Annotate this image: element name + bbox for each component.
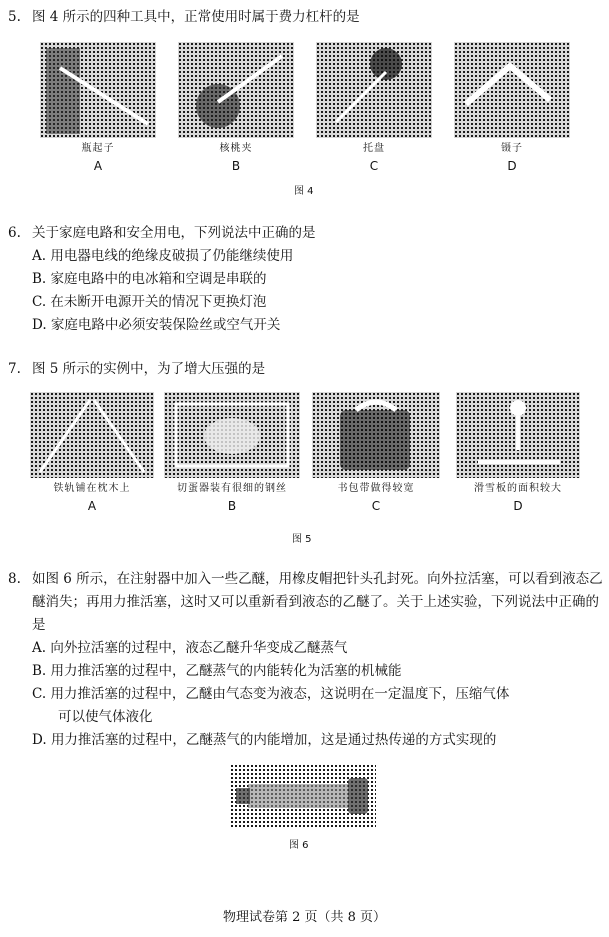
tweezers-image xyxy=(454,42,570,138)
figure-4-item-c xyxy=(316,42,432,174)
figure-caption: 切蛋器装有很细的钢丝 xyxy=(177,483,287,494)
figure-caption: 滑雪板的面积较大 xyxy=(474,483,562,494)
option-text: 向外拉活塞的过程中，液态乙醚升华变成乙醚蒸气 xyxy=(50,640,348,656)
question-8 xyxy=(8,568,603,752)
tweezers-sketch xyxy=(454,42,570,138)
nutcracker-sketch xyxy=(178,42,294,138)
syringe-sketch xyxy=(230,764,376,828)
figure-5-item-d xyxy=(456,392,580,514)
question-text: 关于家庭电路和安全用电，下列说法中正确的是 xyxy=(32,225,316,241)
ski-image xyxy=(456,392,580,478)
figure-5-item-a xyxy=(30,392,154,514)
figure-letter: B xyxy=(227,499,237,513)
figure-caption: 托盘 xyxy=(363,143,385,154)
egg-slicer-image xyxy=(164,392,300,478)
option-label: B. xyxy=(32,663,47,679)
option-b xyxy=(8,660,603,683)
option-text: 用力推活塞的过程中，乙醚蒸气的内能增加，这是通过热传递的方式实现的 xyxy=(50,732,497,748)
railway-sketch xyxy=(30,392,154,478)
option-continuation: 可以使气体液化 xyxy=(58,709,153,725)
question-text: 如图 6 所示，在注射器中加入一些乙醚，用橡皮帽把针头孔封死。向外拉活塞，可以看到液态乙醚消失；再用力推活塞，这时又可以重新看到液态的乙醚了。关于上述实验，下列说法中正确的是 xyxy=(32,571,603,633)
option-a: A. 用电器电线的绝缘皮破损了仍能继续使用 xyxy=(32,248,294,264)
figure-caption: 核桃夹 xyxy=(219,143,253,154)
tray-sketch xyxy=(316,42,432,138)
figure-letter: B xyxy=(231,159,241,173)
figure-letter: C xyxy=(371,499,381,513)
option-a xyxy=(8,637,603,660)
question-number: 8. xyxy=(8,571,21,587)
railway-image xyxy=(30,392,154,478)
option-d: D. 家庭电路中必须安装保险丝或空气开关 xyxy=(32,317,281,333)
option-label: A. xyxy=(32,640,47,656)
figure-5-label: 图 5 xyxy=(292,534,312,545)
question-6 xyxy=(8,222,603,337)
figure-6-label: 图 6 xyxy=(289,840,309,851)
figure-5-item-c xyxy=(312,392,440,514)
figure-caption: 书包带做得较宽 xyxy=(337,483,415,494)
figure-4-label: 图 4 xyxy=(294,186,314,197)
figure-caption: 镊子 xyxy=(501,143,523,154)
figure-letter: D xyxy=(507,159,517,173)
option-text: 用力推活塞的过程中，乙醚由气态变为液态，这说明在一定温度下，压缩气体 xyxy=(50,686,510,702)
option-label: D. xyxy=(32,732,47,748)
option-text: 用力推活塞的过程中，乙醚蒸气的内能转化为活塞的机械能 xyxy=(50,663,402,679)
bottle-opener-sketch xyxy=(40,42,156,138)
page-footer: 物理试卷第 2 页（共 8 页） xyxy=(222,910,387,925)
question-7 xyxy=(8,358,603,381)
egg-slicer-sketch xyxy=(164,392,300,478)
question-text: 图 5 所示的实例中，为了增大压强的是 xyxy=(32,361,266,377)
figure-4-item-d xyxy=(454,42,570,174)
ski-sketch xyxy=(456,392,580,478)
figure-5-item-b xyxy=(164,392,300,514)
option-c: C. 在未断开电源开关的情况下更换灯泡 xyxy=(32,294,267,310)
figure-letter: A xyxy=(93,159,103,173)
question-text: 图 4 所示的四种工具中，正常使用时属于费力杠杆的是 xyxy=(32,9,360,25)
question-5 xyxy=(8,6,603,29)
question-number: 7. xyxy=(8,361,21,377)
figure-4-item-b xyxy=(178,42,294,174)
option-d xyxy=(8,729,603,752)
question-number: 5. xyxy=(8,9,21,25)
figure-letter: A xyxy=(87,499,97,513)
option-label: C. xyxy=(32,686,47,702)
syringe-image xyxy=(230,764,376,828)
option-b: B. 家庭电路中的电冰箱和空调是串联的 xyxy=(32,271,267,287)
schoolbag-sketch xyxy=(312,392,440,478)
schoolbag-image xyxy=(312,392,440,478)
tray-image xyxy=(316,42,432,138)
figure-caption: 铁轨铺在枕木上 xyxy=(53,483,131,494)
figure-4-item-a xyxy=(40,42,156,174)
figure-letter: D xyxy=(513,499,523,513)
figure-6-item xyxy=(230,764,376,828)
option-c xyxy=(8,683,603,729)
question-number: 6. xyxy=(8,225,21,241)
nutcracker-image xyxy=(178,42,294,138)
figure-letter: C xyxy=(369,159,379,173)
figure-caption: 瓶起子 xyxy=(81,143,115,154)
bottle-opener-image xyxy=(40,42,156,138)
